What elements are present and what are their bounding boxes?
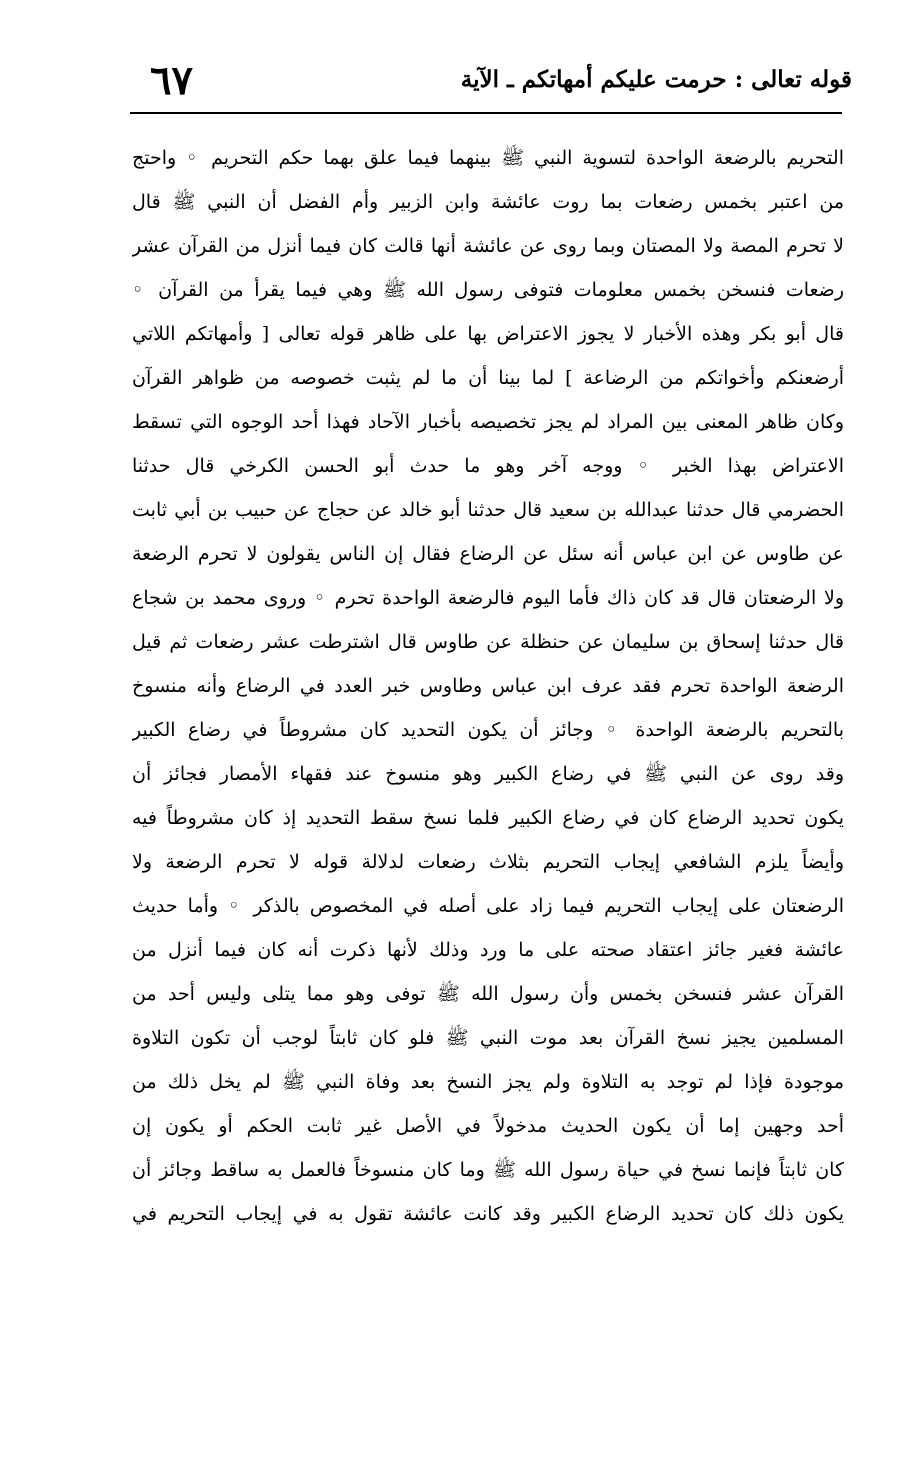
text-line: لا تحرم المصة ولا المصتان وبما روى عن عائشة أنها قالت كان فيما أنزل من القرآن عشر (132, 235, 844, 257)
text-line: التحريم بالرضعة الواحدة لتسوية النبي ﷺ بينهما فيما علق بهما حكم التحريم ◦ واحتج (132, 147, 844, 169)
text-line: الرضعة الواحدة تحرم فقد عرف ابن عباس وطاوس خبر العدد في الرضاع وأنه منسوخ (132, 675, 844, 697)
text-line: أرضعنكم وأخواتكم من الرضاعة ] لما بينا أن ما لم يثبت خصوصه من ظواهر القرآن (132, 367, 844, 389)
text-line: قال حدثنا إسحاق بن سليمان عن حنظلة عن طاوس قال اشترطت عشر رضعات ثم قيل (132, 631, 844, 653)
header-rule (130, 112, 842, 114)
text-line: عن طاوس عن ابن عباس أنه سئل عن الرضاع فقال إن الناس يقولون لا تحرم الرضعة (132, 543, 844, 565)
text-line: الرضعتان على إيجاب التحريم فيما زاد على أصله في المخصوص بالذكر ◦ وأما حديث (132, 895, 844, 917)
text-line: الحضرمي قال حدثنا عبدالله بن سعيد قال حدثنا أبو خالد عن حجاج عن حبيب بن أبي ثابت (132, 499, 844, 521)
text-line: القرآن عشر فنسخن بخمس وأن رسول الله ﷺ توفى وهو مما يتلى وليس أحد من (132, 983, 844, 1005)
running-title: قوله تعالى : حرمت عليكم أمهاتكم ـ الآية (460, 66, 852, 93)
text-line: وكان ظاهر المعنى بين المراد لم يجز تخصيصه بأخبار الآحاد فهذا أحد الوجوه التي تسقط (132, 411, 844, 433)
text-line: ولا الرضعتان قال قد كان ذاك فأما اليوم فالرضعة الواحدة تحرم ◦ وروى محمد بن شجاع (132, 587, 844, 609)
text-line: يكون ذلك كان تحديد الرضاع الكبير وقد كانت عائشة تقول به في إيجاب التحريم في (132, 1203, 844, 1225)
text-line: وأيضاً يلزم الشافعي إيجاب التحريم بثلاث رضعات لدلالة قوله لا تحرم الرضعة ولا (132, 851, 844, 873)
text-line: موجودة فإذا لم توجد به التلاوة ولم يجز النسخ بعد وفاة النبي ﷺ لم يخل ذلك من (132, 1071, 844, 1093)
text-line: وقد روى عن النبي ﷺ في رضاع الكبير وهو منسوخ عند فقهاء الأمصار فجائز أن (132, 763, 844, 785)
text-line: أحد وجهين إما أن يكون الحديث مدخولاً في الأصل غير ثابت الحكم أو يكون إن (132, 1115, 844, 1137)
text-line: المسلمين يجيز نسخ القرآن بعد موت النبي ﷺ فلو كان ثابتاً لوجب أن تكون التلاوة (132, 1027, 844, 1049)
text-line: يكون تحديد الرضاع كان في رضاع الكبير فلما نسخ سقط التحديد إذ كان مشروطاً فيه (132, 807, 844, 829)
page-header (130, 58, 852, 108)
body-text (132, 136, 844, 1236)
text-line: عائشة فغير جائز اعتقاد صحته على ما ورد وذلك لأنها ذكرت أنه كان فيما أنزل من (132, 939, 844, 961)
text-line: بالتحريم بالرضعة الواحدة ◦ وجائز أن يكون التحديد كان مشروطاً في رضاع الكبير (132, 719, 844, 741)
text-line: الاعتراض بهذا الخبر ◦ ووجه آخر وهو ما حدث أبو الحسن الكرخي قال حدثنا (132, 455, 844, 477)
text-line: كان ثابتاً فإنما نسخ في حياة رسول الله ﷺ وما كان منسوخاً فالعمل به ساقط وجائز أن (132, 1159, 844, 1181)
page-number: ٦٧ (150, 57, 193, 104)
text-line: من اعتبر بخمس رضعات بما روت عائشة وابن الزبير وأم الفضل أن النبي ﷺ قال (132, 191, 844, 213)
text-line: رضعات فنسخن بخمس معلومات فتوفى رسول الله ﷺ وهي فيما يقرأ من القرآن ◦ (132, 279, 844, 301)
text-line: قال أبو بكر وهذه الأخبار لا يجوز الاعتراض بها على ظاهر قوله تعالى [ وأمهاتكم اللاتي (132, 323, 844, 345)
